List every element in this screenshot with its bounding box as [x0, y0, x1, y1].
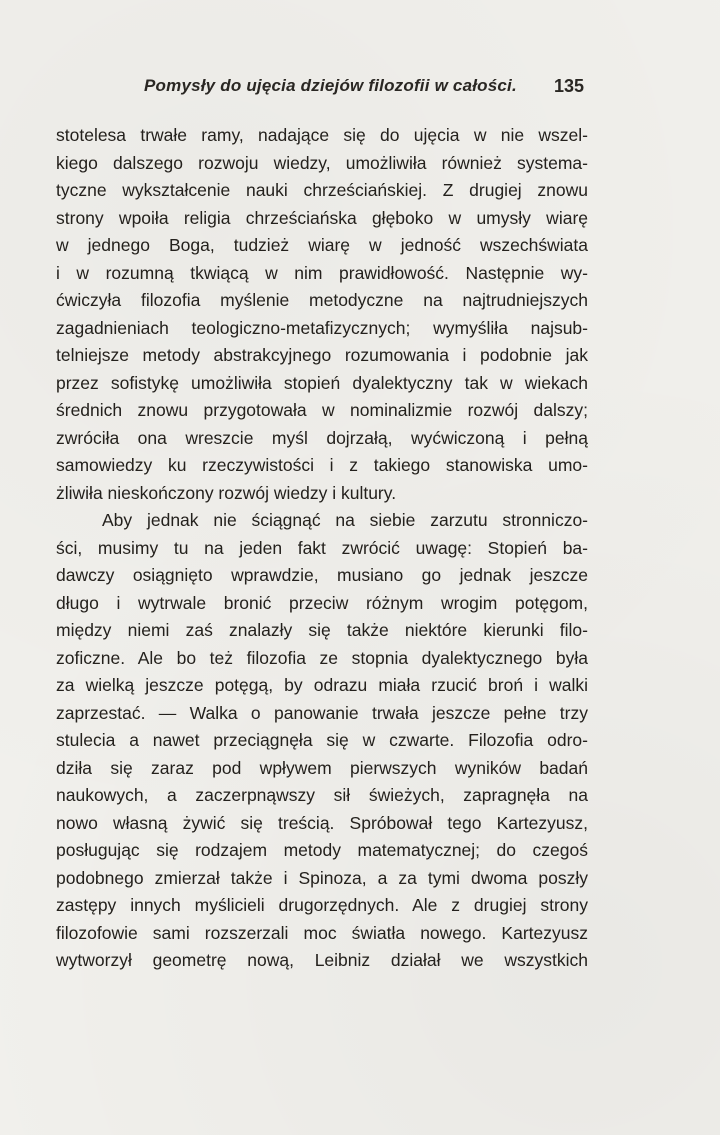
text-line: samowiedzy ku rzeczywistości i z takiego stanowiska umo- — [56, 455, 588, 475]
text-line: kiego dalszego rozwoju wiedzy, umożliwiła również systema- — [56, 152, 588, 173]
text-line: zastępy innych myślicieli drugorzędnych. Ale z drugiej strony — [56, 895, 588, 915]
text-line: tyczne wykształcenie nauki chrześciańskiej. Z drugiej znowu — [56, 180, 588, 200]
text-line: filozofowie sami rozszerzali moc światła nowego. Kartezyusz — [56, 922, 588, 943]
text-line: stotelesa trwałe ramy, nadające się do ujęcia w nie wszel- — [56, 125, 588, 145]
text-line: stulecia a nawet przeciągnęła się w czwarte. Filozofia odro- — [56, 730, 588, 750]
body-text — [56, 122, 588, 975]
text-line: dawczy osiągnięto wprawdzie, musiano go jednak jeszcze — [56, 565, 588, 585]
page-number: 135 — [553, 76, 584, 96]
text-line: przez sofistykę umożliwiła stopień dyalektyczny tak w wiekach — [56, 372, 588, 393]
text-line: Aby jednak nie ściągnąć na siebie zarzutu stronniczo- — [102, 510, 588, 530]
running-title: Pomysły do ujęcia dziejów filozofii w całości. — [144, 76, 517, 95]
text-line: zoficzne. Ale bo też filozofia ze stopnia dyalektycznego była — [56, 647, 588, 668]
text-line: między niemi zaś znalazły się także niektóre kierunki filo- — [56, 620, 588, 640]
text-line: zwróciła ona wreszcie myśl dojrzałą, wyćwiczoną i pełną — [56, 427, 588, 448]
text-line: zaprzestać. — Walka o panowanie trwała jeszcze pełne trzy — [56, 702, 588, 723]
text-line: zagadnieniach teologiczno-metafizycznych; wymyśliła najsub- — [56, 317, 588, 338]
text-line: ćwiczyła filozofia myślenie metodyczne na najtrudniejszych — [56, 290, 588, 310]
text-line: posługując się rodzajem metody matematycznej; do czegoś — [56, 840, 588, 860]
text-line: żliwiła nieskończony rozwój wiedzy i kultury. — [56, 482, 397, 503]
text-line: w jednego Boga, tudzież wiarę w jedność wszechświata — [56, 235, 588, 255]
text-line: naukowych, a zaczerpnąwszy sił świeżych, zapragnęła na — [56, 785, 588, 805]
text-line: średnich znowu przygotowała w nominalizmie rozwój dalszy; — [56, 400, 588, 420]
text-line: telniejsze metody abstrakcyjnego rozumowania i podobnie jak — [56, 345, 588, 365]
text-line: i w rozumną tkwiącą w nim prawidłowość. Następnie wy- — [56, 262, 588, 283]
text-line: podobnego zmierzał także i Spinoza, a za tymi dwoma poszły — [56, 867, 588, 888]
running-header — [140, 74, 600, 104]
text-line: strony wpoiła religia chrześciańska głęboko w umysły wiarę — [56, 207, 588, 228]
text-line: wytworzył geometrę nową, Leibniz działał we wszystkich — [56, 950, 588, 970]
text-line: za wielką jeszcze potęgą, by odrazu miała rzucić broń i walki — [56, 675, 588, 695]
text-line: ści, musimy tu na jeden fakt zwrócić uwagę: Stopień ba- — [56, 537, 588, 558]
text-line: długo i wytrwale bronić przeciw różnym wrogim potęgom, — [56, 592, 588, 613]
text-line: dziła się zaraz pod wpływem pierwszych wyników badań — [56, 757, 588, 778]
text-line: nowo własną żywić się treścią. Spróbował tego Kartezyusz, — [56, 812, 588, 833]
